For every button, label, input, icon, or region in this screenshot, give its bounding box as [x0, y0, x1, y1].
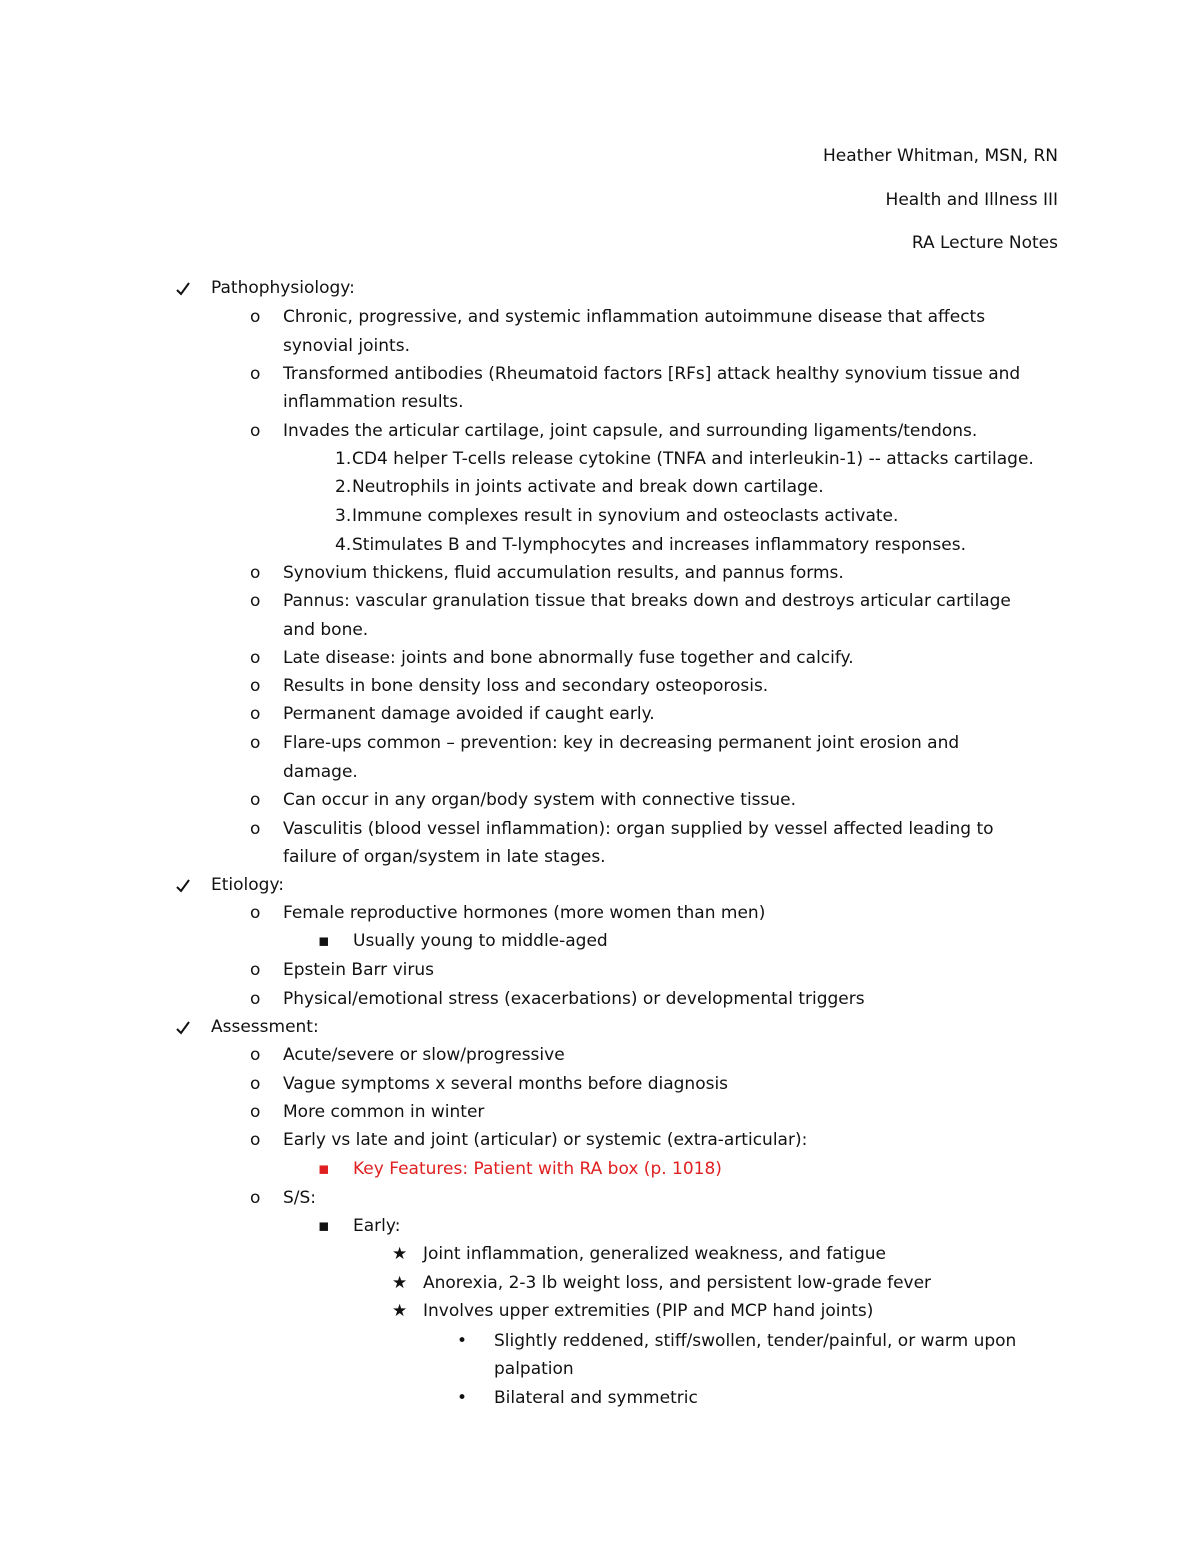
list-item: More common in winter — [283, 1102, 485, 1122]
circle-bullet: o — [250, 648, 261, 668]
circle-bullet: o — [250, 676, 261, 696]
detail-list-item-continued: palpation — [494, 1359, 574, 1379]
numbered-item: Neutrophils in joints activate and break down cartilage. — [352, 477, 824, 497]
square-bullet: ▪ — [318, 1216, 330, 1236]
section-heading-pathophysiology: Pathophysiology: — [211, 278, 355, 298]
list-item: Early vs late and joint (articular) or systemic (extra-articular): — [283, 1130, 808, 1150]
list-item-continued: synovial joints. — [283, 336, 410, 356]
circle-bullet: o — [250, 307, 261, 327]
detail-list-item: Bilateral and symmetric — [494, 1388, 698, 1408]
list-item: Results in bone density loss and secondary osteoporosis. — [283, 676, 769, 696]
circle-bullet: o — [250, 1045, 261, 1065]
list-item: Vasculitis (blood vessel inflammation): organ supplied by vessel affected leading to — [283, 819, 994, 839]
numbered-item: Stimulates B and T-lymphocytes and increases inflammatory responses. — [352, 535, 967, 555]
document-title: RA Lecture Notes — [911, 233, 1058, 253]
list-item: Permanent damage avoided if caught early. — [283, 704, 655, 724]
list-number: 2. — [335, 477, 352, 497]
circle-bullet: o — [250, 364, 261, 384]
author-line: Heather Whitman, MSN, RN — [823, 146, 1058, 166]
list-item: Transformed antibodies (Rheumatoid factors [RFs] attack healthy synovium tissue and — [283, 364, 1021, 384]
dot-bullet: • — [457, 1388, 468, 1408]
circle-bullet: o — [250, 819, 261, 839]
star-bullet-icon: ★ — [392, 1301, 408, 1321]
course-line: Health and Illness III — [885, 190, 1058, 210]
numbered-item: CD4 helper T-cells release cytokine (TNFA and interleukin-1) -- attacks cartilage. — [352, 449, 1034, 469]
key-features-reference: Key Features: Patient with RA box (p. 1018) — [353, 1159, 722, 1179]
circle-bullet: o — [250, 1074, 261, 1094]
sub-list-item: Usually young to middle-aged — [353, 931, 608, 951]
checkmark-icon — [176, 879, 190, 893]
detail-list-item: Slightly reddened, stiff/swollen, tender/painful, or warm upon — [494, 1331, 1017, 1351]
sub-sub-list-item: Anorexia, 2-3 lb weight loss, and persistent low-grade fever — [423, 1273, 932, 1293]
list-item-continued: inflammation results. — [283, 392, 464, 412]
circle-bullet: o — [250, 591, 261, 611]
circle-bullet: o — [250, 989, 261, 1009]
list-item: Vague symptoms x several months before diagnosis — [283, 1074, 729, 1094]
sub-sub-list-item: Joint inflammation, generalized weakness, and fatigue — [423, 1244, 887, 1264]
circle-bullet: o — [250, 704, 261, 724]
list-item: Synovium thickens, fluid accumulation results, and pannus forms. — [283, 563, 844, 583]
list-item: Chronic, progressive, and systemic inflammation autoimmune disease that affects — [283, 307, 986, 327]
circle-bullet: o — [250, 1130, 261, 1150]
list-number: 4. — [335, 535, 352, 555]
section-heading-etiology: Etiology: — [211, 875, 284, 895]
section-heading-assessment: Assessment: — [211, 1017, 319, 1037]
list-item: Epstein Barr virus — [283, 960, 434, 980]
circle-bullet: o — [250, 1102, 261, 1122]
list-item: Invades the articular cartilage, joint capsule, and surrounding ligaments/tendons. — [283, 421, 978, 441]
circle-bullet: o — [250, 733, 261, 753]
circle-bullet: o — [250, 903, 261, 923]
star-bullet-icon: ★ — [392, 1273, 408, 1293]
list-item: Can occur in any organ/body system with connective tissue. — [283, 790, 797, 810]
circle-bullet: o — [250, 960, 261, 980]
square-bullet: ▪ — [318, 931, 330, 951]
sub-sub-list-item: Involves upper extremities (PIP and MCP hand joints) — [423, 1301, 874, 1321]
sub-list-item: Early: — [353, 1216, 401, 1236]
list-item: Female reproductive hormones (more women than men) — [283, 903, 766, 923]
list-number: 3. — [335, 506, 352, 526]
list-item-continued: damage. — [283, 762, 358, 782]
square-bullet-red: ▪ — [318, 1159, 330, 1179]
list-item-continued: and bone. — [283, 620, 369, 640]
list-item: Late disease: joints and bone abnormally fuse together and calcify. — [283, 648, 854, 668]
checkmark-icon — [176, 1021, 190, 1035]
list-item-continued: failure of organ/system in late stages. — [283, 847, 606, 867]
circle-bullet: o — [250, 563, 261, 583]
list-item: Pannus: vascular granulation tissue that breaks down and destroys articular cartilage — [283, 591, 1011, 611]
circle-bullet: o — [250, 1188, 261, 1208]
list-item: Flare-ups common – prevention: key in decreasing permanent joint erosion and — [283, 733, 960, 753]
list-number: 1. — [335, 449, 352, 469]
dot-bullet: • — [457, 1331, 468, 1351]
circle-bullet: o — [250, 421, 261, 441]
checkmark-icon — [176, 282, 190, 296]
list-item: Physical/emotional stress (exacerbations) or developmental triggers — [283, 989, 865, 1009]
list-item: Acute/severe or slow/progressive — [283, 1045, 565, 1065]
circle-bullet: o — [250, 790, 261, 810]
list-item: S/S: — [283, 1188, 317, 1208]
numbered-item: Immune complexes result in synovium and osteoclasts activate. — [352, 506, 899, 526]
star-bullet-icon: ★ — [392, 1244, 408, 1264]
